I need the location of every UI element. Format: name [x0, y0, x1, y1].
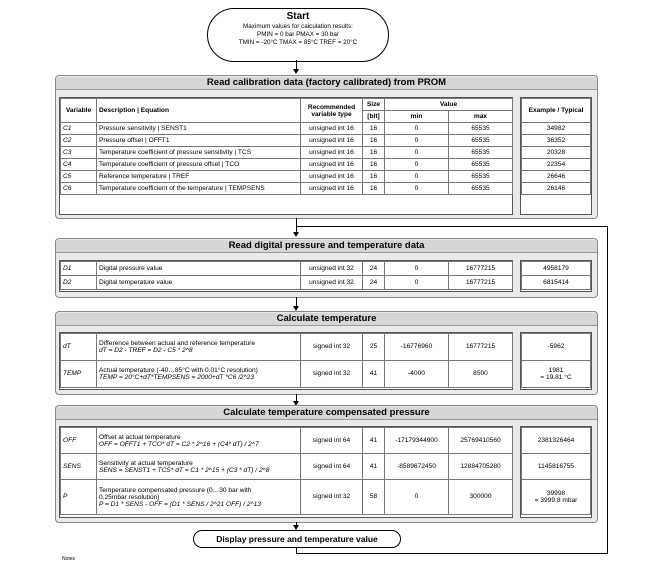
- cell-desc: Pressure sensitivity | SENST1: [97, 123, 301, 135]
- example-unit-value: = 19.81 °C: [540, 374, 572, 381]
- header-max: max: [449, 111, 513, 123]
- cell-var: C4: [61, 159, 97, 171]
- cell-size: 16: [363, 183, 385, 195]
- cell-type: signed int 32: [301, 361, 363, 388]
- cell-type: unsigned int 16: [301, 159, 363, 171]
- end-node: Display pressure and temperature value: [193, 530, 401, 548]
- cell-min: 0: [385, 183, 449, 195]
- cell-var: dT: [61, 334, 97, 361]
- cell-example: [522, 480, 591, 515]
- section-calculate-pressure: [55, 405, 598, 523]
- cell-type: unsigned int 16: [301, 183, 363, 195]
- cell-max: 65535: [449, 171, 513, 183]
- cell-var: D2: [61, 276, 97, 290]
- header-min: min: [385, 111, 449, 123]
- cell-min: 0: [385, 159, 449, 171]
- table-row: [61, 159, 513, 171]
- table-row: [61, 454, 513, 480]
- cell-var: C5: [61, 171, 97, 183]
- start-line-3: TMIN = -20°C TMAX = 85°C TREF = 20°C: [238, 39, 358, 46]
- cell-type: unsigned int 16: [301, 123, 363, 135]
- header-example: Example / Typical: [522, 99, 591, 123]
- cell-desc: [97, 454, 301, 480]
- cell-desc: [97, 334, 301, 361]
- digital-table: [59, 260, 513, 292]
- notes-label: Notes: [62, 556, 76, 562]
- table-row: [61, 428, 513, 454]
- calibration-table: [59, 97, 513, 215]
- loop-line-right: [607, 226, 608, 554]
- header-size: Size: [363, 99, 385, 111]
- arrow-head: [293, 69, 299, 74]
- cell-size: 16: [363, 147, 385, 159]
- table-row: [61, 183, 513, 195]
- desc-line: Sensitivity at actual temperature: [99, 459, 193, 467]
- cell-size: 16: [363, 135, 385, 147]
- loop-line-bottom: [296, 553, 608, 554]
- cell-min: 0: [385, 276, 449, 290]
- section-title: Read calibration data (factory calibrated) from PROM: [56, 77, 597, 90]
- section-title: Read digital pressure and temperature data: [56, 240, 597, 253]
- section-calculate-temperature: [55, 311, 598, 395]
- cell-min: 0: [385, 171, 449, 183]
- cell-max: 65535: [449, 135, 513, 147]
- cell-max: 16777215: [449, 334, 513, 361]
- cell-desc: Digital temperature value: [97, 276, 301, 290]
- loop-line-top: [296, 226, 608, 227]
- example-value: 39998: [546, 490, 566, 497]
- cell-desc: Reference temperature | TREF: [97, 171, 301, 183]
- equation-line: SENS = SENST1 + TCS* dT = C1 * 2^15 + (C3 * dT) / 2^8: [99, 466, 270, 474]
- cell-min: 0: [385, 147, 449, 159]
- example-column: [520, 426, 592, 518]
- cell-max: 65535: [449, 183, 513, 195]
- section-read-digital: [55, 238, 598, 298]
- equation-line: TEMP = 20°C+dT*TEMPSENS = 2000+dT *C6 /2^23: [99, 374, 255, 381]
- desc-line: Actual temperature (-40…85°C with 0.01°C resolution): [99, 367, 258, 374]
- cell-size: 41: [363, 454, 385, 480]
- cell-max: 16777215: [449, 276, 513, 290]
- cell-desc: [97, 480, 301, 515]
- cell-size: 58: [363, 480, 385, 515]
- start-line-2: PMIN = 0 bar PMAX = 30 bar: [257, 31, 339, 38]
- cell-var: OFF: [61, 428, 97, 454]
- cell-size: 25: [363, 334, 385, 361]
- cell-type: unsigned int 16: [301, 171, 363, 183]
- cell-type: signed int 32: [301, 334, 363, 361]
- cell-example: 20328: [522, 147, 591, 159]
- header-rec-type: Recommended variable type: [301, 99, 363, 123]
- table-row: [61, 135, 513, 147]
- desc-line: Temperature compensated pressure (0…30 bar with: [99, 486, 252, 494]
- cell-var: TEMP: [61, 361, 97, 388]
- cell-type: unsigned int 32: [301, 262, 363, 276]
- cell-var: C2: [61, 135, 97, 147]
- cell-example: -5962: [522, 334, 591, 361]
- cell-size: 24: [363, 276, 385, 290]
- cell-type: unsigned int 32: [301, 276, 363, 290]
- cell-desc: [97, 361, 301, 388]
- cell-min: -4000: [385, 361, 449, 388]
- cell-var: SENS: [61, 454, 97, 480]
- section-title: Calculate temperature compensated pressure: [56, 407, 597, 420]
- cell-var: C3: [61, 147, 97, 159]
- header-value: Value: [385, 99, 513, 111]
- arrow-head: [293, 232, 299, 237]
- header-description: Description | Equation: [97, 99, 301, 123]
- table-row: [61, 262, 513, 276]
- cell-min: -16776960: [385, 334, 449, 361]
- desc-line: 0.25mbar resolution): [99, 493, 160, 501]
- cell-size: 16: [363, 171, 385, 183]
- cell-type: signed int 64: [301, 428, 363, 454]
- cell-desc: Pressure offset | OFFT1: [97, 135, 301, 147]
- table-row: [61, 480, 513, 515]
- connector-line: [296, 547, 297, 553]
- cell-type: signed int 32: [301, 480, 363, 515]
- cell-desc: Digital pressure value: [97, 262, 301, 276]
- cell-size: 16: [363, 159, 385, 171]
- cell-example: [522, 361, 591, 388]
- start-title: Start: [286, 11, 310, 22]
- cell-min: 0: [385, 262, 449, 276]
- equation-line: P = D1 * SENS - OFF = (D1 * SENS / 2^21 OFF) / 2^13: [99, 500, 261, 508]
- cell-example: 6815414: [522, 276, 591, 290]
- example-column: [520, 332, 592, 390]
- example-column: [520, 260, 592, 292]
- header-variable: Variable: [61, 99, 97, 123]
- cell-max: 12884705280: [449, 454, 513, 480]
- desc-line: Difference between actual and reference temperature: [99, 340, 256, 347]
- cell-desc: Temperature coefficient of the temperature | TEMPSENS: [97, 183, 301, 195]
- example-column: [520, 97, 592, 215]
- cell-example: 34982: [522, 123, 591, 135]
- cell-type: unsigned int 16: [301, 135, 363, 147]
- cell-min: 0: [385, 123, 449, 135]
- cell-var: P: [61, 480, 97, 515]
- header-size-unit: [bit]: [363, 111, 385, 123]
- cell-example: 1145816755: [522, 454, 591, 480]
- cell-size: 24: [363, 262, 385, 276]
- cell-max: 8500: [449, 361, 513, 388]
- table-row: [61, 147, 513, 159]
- cell-var: D1: [61, 262, 97, 276]
- table-row: [61, 334, 513, 361]
- cell-size: 41: [363, 361, 385, 388]
- cell-var: C6: [61, 183, 97, 195]
- cell-max: 65535: [449, 123, 513, 135]
- cell-min: 0: [385, 480, 449, 515]
- cell-size: 41: [363, 428, 385, 454]
- table-row: [61, 123, 513, 135]
- cell-max: 65535: [449, 147, 513, 159]
- cell-type: signed int 64: [301, 454, 363, 480]
- example-value: 1981: [548, 367, 564, 374]
- cell-max: 300000: [449, 480, 513, 515]
- cell-example: 22354: [522, 159, 591, 171]
- cell-example: 36352: [522, 135, 591, 147]
- cell-min: -8589672450: [385, 454, 449, 480]
- cell-example: 2381326464: [522, 428, 591, 454]
- cell-desc: [97, 428, 301, 454]
- cell-example: 26146: [522, 183, 591, 195]
- cell-max: 65535: [449, 159, 513, 171]
- table-row: [61, 276, 513, 290]
- cell-type: unsigned int 16: [301, 147, 363, 159]
- cell-desc: Temperature coefficient of pressure offset | TCO: [97, 159, 301, 171]
- section-read-calibration: [55, 75, 598, 219]
- section-title: Calculate temperature: [56, 313, 597, 326]
- start-line-1: Maximum values for calculation results:: [243, 23, 353, 30]
- cell-max: 16777215: [449, 262, 513, 276]
- pressure-table: [59, 426, 513, 518]
- cell-example: 26646: [522, 171, 591, 183]
- desc-line: Offset at actual temperature: [99, 433, 181, 441]
- cell-desc: Temperature coefficient of pressure sensitivity | TCS: [97, 147, 301, 159]
- cell-min: -17179344900: [385, 428, 449, 454]
- equation-line: OFF = OFFT1 + TCO* dT = C2 * 2^16 + (C4* dT) / 2^7: [99, 440, 259, 448]
- equation-line: dT = D2 - TREF = D2 - C5 * 2^8: [99, 347, 193, 354]
- cell-example: 4958179: [522, 262, 591, 276]
- temperature-table: [59, 332, 513, 390]
- cell-size: 16: [363, 123, 385, 135]
- start-node: [207, 8, 389, 62]
- cell-min: 0: [385, 135, 449, 147]
- example-unit-value: = 3999.8 mbar: [534, 497, 578, 504]
- cell-var: C1: [61, 123, 97, 135]
- cell-max: 25769410560: [449, 428, 513, 454]
- table-row: [61, 171, 513, 183]
- table-row: [61, 361, 513, 388]
